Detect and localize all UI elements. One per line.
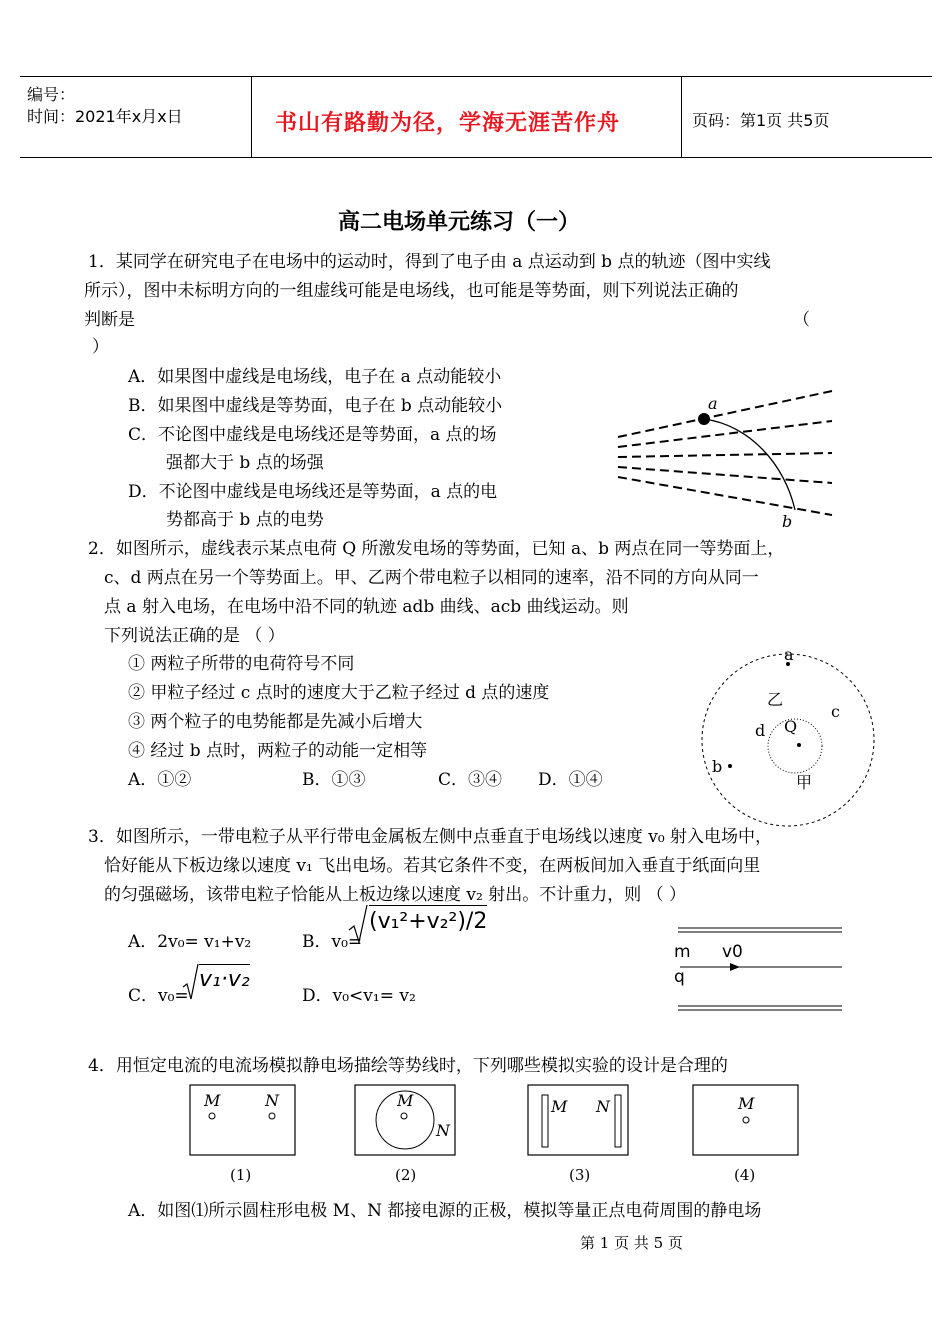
page-footer: 第 1 页 共 5 页	[580, 1234, 683, 1252]
q4-figure-3	[528, 1085, 628, 1184]
header-motto: 书山有路勤为径，学海无涯苦作舟	[275, 110, 621, 136]
q3-option-b-prefix: B．v₀=	[302, 932, 363, 952]
q2-statement-1: ① 两粒子所带的电荷符号不同	[128, 654, 355, 674]
header-divider-1	[251, 76, 252, 157]
q2-label-jia: 甲	[796, 773, 813, 792]
q4-f2-electrode-m	[401, 1113, 407, 1119]
q3-option-d: D．v₀<v₁= v₂	[302, 986, 416, 1006]
q4-f3-plate-m	[542, 1095, 548, 1147]
q4-f1-label-n: N	[265, 1091, 279, 1110]
q2-label-d: d	[755, 721, 766, 740]
q4-f4-electrode-m	[743, 1117, 749, 1123]
q1-option-c-cont: 强都大于 b 点的场强	[166, 453, 324, 473]
q3-option-c-prefix: C．v₀=	[128, 986, 189, 1006]
header-page-code: 页码：第1页 共5页	[692, 111, 830, 130]
q4-f2-caption: (2)	[395, 1166, 417, 1184]
q1-option-b: B．如果图中虚线是等势面，电子在 b 点动能较小	[128, 396, 503, 416]
q1-dashed-lines	[618, 391, 832, 515]
q3-stem-line-2: 恰好能从下板边缘以速度 v₁ 飞出电场。若其它条件不变，在两板间加入垂直于纸面向里	[104, 856, 761, 876]
q4-f3-label-m: M	[551, 1097, 568, 1116]
q2-option-d: D．①④	[538, 770, 603, 790]
q3-stem-line-3: 的匀强磁场，该带电粒子恰能从上板边缘以速度 v₂ 射出。不计重力，则 （ ）	[104, 885, 687, 905]
page-title: 高二电场单元练习（一）	[338, 209, 581, 235]
q4-f1-electrode-m	[209, 1113, 215, 1119]
q2-option-a: A．①②	[128, 770, 192, 790]
q2-stem-line-3: 点 a 射入电场，在电场中沿不同的轨迹 adb 曲线、acb 曲线运动。则	[104, 597, 629, 617]
q2-statement-4: ④ 经过 b 点时，两粒子的动能一定相等	[128, 741, 428, 761]
q2-label-c: c	[831, 702, 840, 721]
q4-f3-label-n: N	[596, 1097, 610, 1116]
q2-figure	[700, 640, 880, 820]
q4-f1-electrode-n	[269, 1113, 275, 1119]
q1-label-a: a	[708, 394, 718, 413]
q4-f2-label-m: M	[397, 1091, 414, 1110]
q2-charge-q	[797, 743, 801, 747]
q4-stem: 4．用恒定电流的电流场模拟静电场描绘等势线时，下列哪些模拟实验的设计是合理的	[88, 1056, 728, 1076]
q2-statement-3: ③ 两个粒子的电势能都是先减小后增大	[128, 712, 423, 732]
q4-f4-caption: (4)	[734, 1166, 756, 1184]
q1-electron	[698, 413, 710, 425]
q3-label-q: q	[674, 967, 685, 987]
q3-velocity-arrow	[730, 963, 740, 971]
q3-option-b-sqrt-sign	[347, 904, 369, 944]
q4-figures	[185, 1080, 805, 1190]
q3-plates	[678, 928, 842, 1010]
q3-option-a: A．2v₀= v₁+v₂	[128, 932, 252, 952]
header-bottom-rule	[20, 157, 932, 158]
q3-label-v0: v0	[722, 942, 743, 962]
q1-paren-close: ）	[92, 337, 109, 357]
q4-f3-caption: (3)	[569, 1166, 591, 1184]
q2-stem-line-2: c、d 两点在另一个等势面上。甲、乙两个带电粒子以相同的速率，沿不同的方向从同一	[104, 568, 759, 588]
header-number: 编号：	[27, 85, 76, 104]
header-top-rule	[20, 76, 932, 77]
q1-stem-line-3: 判断是	[84, 310, 135, 330]
q1-option-a: A．如果图中虚线是电场线，电子在 a 点动能较小	[128, 367, 502, 387]
q3-option-c-radicand: v₁·v₂	[199, 964, 250, 992]
q3-label-m: m	[674, 942, 691, 962]
q2-option-c: C．③④	[438, 770, 503, 790]
q3-option-c-sqrt-sign	[182, 963, 200, 1001]
q1-option-d-cont: 势都高于 b 点的电势	[166, 510, 324, 530]
q1-option-d: D．不论图中虚线是电场线还是等势面，a 点的电	[128, 482, 498, 502]
q4-f2-label-n: N	[436, 1121, 450, 1140]
q4-figure-2	[355, 1085, 455, 1184]
q4-option-a: A．如图⑴所示圆柱形电极 M、N 都接电源的正极，模拟等量正点电荷周围的静电场	[128, 1201, 762, 1221]
q4-figure-4	[693, 1085, 798, 1184]
q2-label-q: Q	[784, 717, 798, 736]
header-time: 时间：2021年x月x日	[27, 107, 183, 126]
q4-figure-1	[190, 1085, 295, 1184]
q1-figure	[610, 385, 835, 530]
q2-option-b: B．①③	[302, 770, 366, 790]
header-divider-2	[681, 76, 682, 157]
q2-stem-line-1: 2．如图所示，虚线表示某点电荷 Q 所激发电场的等势面，已知 a、b 两点在同一等势面上，	[88, 539, 785, 559]
q1-paren-open: （	[793, 310, 810, 330]
q3-option-b-radicand: (v₁²+v₂²)/2	[369, 905, 487, 934]
q4-f4-label-m: M	[738, 1094, 755, 1113]
q2-label-a: a	[784, 645, 794, 664]
q1-trajectory	[704, 419, 795, 510]
q1-stem-line-2: 所示），图中未标明方向的一组虚线可能是电场线，也可能是等势面，则下列说法正确的	[84, 281, 739, 301]
q1-label-b: b	[782, 512, 793, 531]
q2-outer-equipotential	[702, 654, 874, 826]
q1-stem-line-1: 1．某同学在研究电子在电场中的运动时，得到了电子由 a 点运动到 b 点的轨迹（图中实线	[88, 252, 771, 272]
q2-stem-line-4: 下列说法正确的是 （ ）	[104, 626, 285, 646]
q2-label-b: b	[712, 757, 723, 776]
q3-figure	[670, 922, 845, 1014]
q2-statement-2: ② 甲粒子经过 c 点时的速度大于乙粒子经过 d 点的速度	[128, 683, 550, 703]
q2-label-yi: 乙	[767, 690, 784, 709]
q4-f3-plate-n	[615, 1095, 621, 1147]
q1-option-c: C．不论图中虚线是电场线还是等势面，a 点的场	[128, 425, 497, 445]
q4-f1-label-m: M	[204, 1091, 221, 1110]
q2-point-b	[728, 764, 732, 768]
q4-f1-caption: (1)	[230, 1166, 252, 1184]
q3-stem-line-1: 3．如图所示，一带电粒子从平行带电金属板左侧中点垂直于电场线以速度 v₀ 射入电场中，	[88, 827, 773, 847]
